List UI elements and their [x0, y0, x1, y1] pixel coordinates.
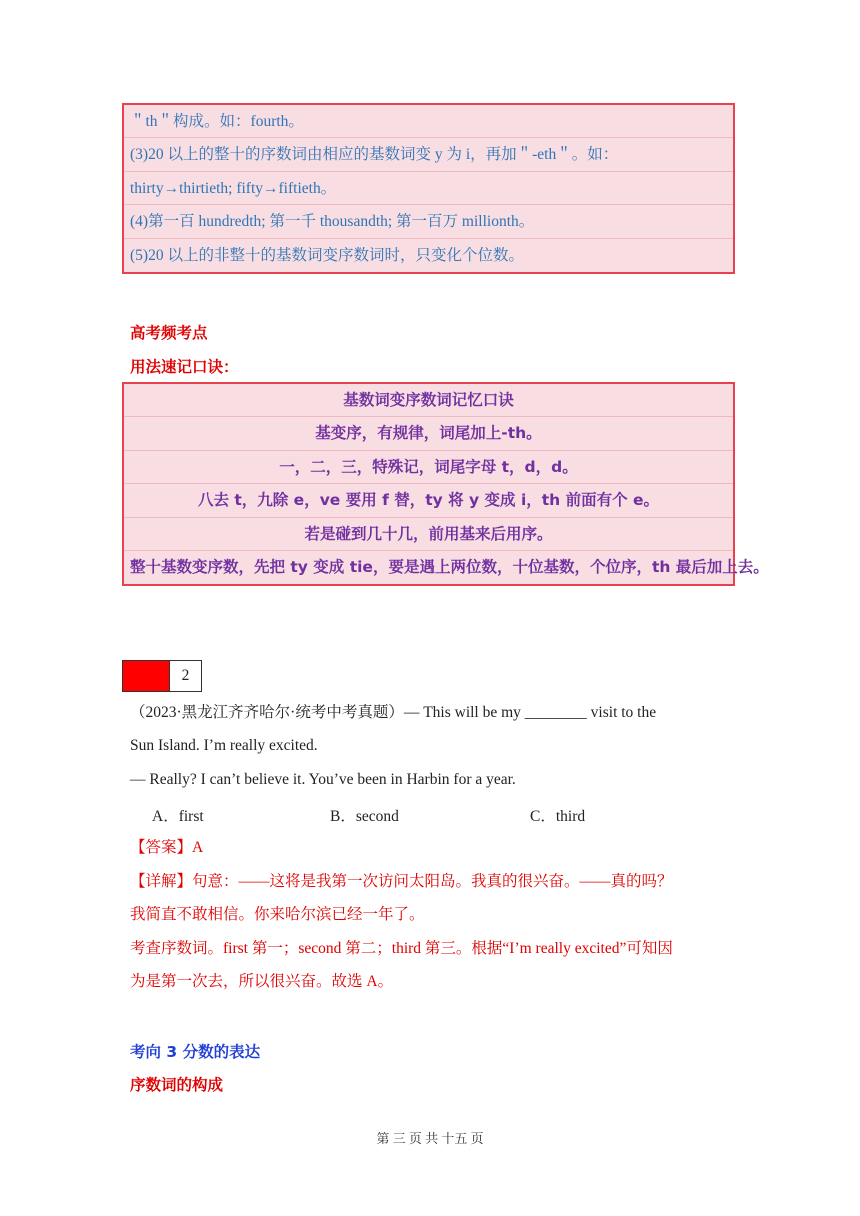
mnemonic-box: [122, 382, 769, 586]
mnemonic-line: 整十基数变序数，先把 ty 变成 tie，要是遇上两位数，十位基数，个位序，th 最后加上去。: [130, 557, 769, 576]
question-line: — Really? I can’t believe it. You’ve been in Harbin for a year.: [130, 771, 516, 788]
mnemonic-title: 基数词变序数词记忆口诀: [124, 384, 733, 417]
question-line: （2023·黑龙江齐齐哈尔·统考中考真题）— This will be my ________ visit to the: [130, 704, 657, 721]
option-c: C．third: [530, 808, 586, 825]
mnemonic-heading: 用法速记口诀：: [130, 358, 239, 376]
mnemonic-line: 八去 t，九除 e，ve 要用 f 替，ty 将 y 变成 i，th 前面有个 e。: [124, 484, 733, 517]
page-footer: 第 三 页 共 十五 页: [376, 1131, 484, 1146]
option-a: A．first: [152, 808, 204, 825]
rule-line: ＂th＂构成。如：fourth。: [124, 105, 733, 138]
gaokao-heading: 高考频考点: [130, 324, 208, 342]
question-line: Sun Island. I’m really excited.: [130, 737, 318, 754]
mnemonic-line: 基变序，有规律，词尾加上-th。: [124, 417, 733, 450]
mnemonic-line: 若是碰到几十几，前用基来后用序。: [124, 518, 733, 551]
option-b: B．second: [330, 808, 399, 825]
detail-line: 我简直不敢相信。你来哈尔滨已经一年了。: [130, 906, 425, 923]
section-subtitle: 序数词的构成: [130, 1076, 224, 1094]
rule-line: (3)20 以上的整十的序数词由相应的基数词变 y 为 i，再加＂-eth＂。如：: [124, 138, 733, 171]
question-number-badge: [122, 660, 202, 692]
detail-line: 【详解】句意：——这将是我第一次访问太阳岛。我真的很兴奋。——真的吗？: [130, 873, 673, 890]
detail-line: 考查序数词。first 第一；second 第二；third 第三。根据“I’m really excited”可知因: [130, 940, 673, 957]
detail-line: 为是第一次去，所以很兴奋。故选 A。: [130, 973, 394, 990]
rule-line: (5)20 以上的非整十的基数词变序数词时，只变化个位数。: [130, 246, 524, 264]
answer: 【答案】A: [130, 839, 204, 856]
section-title: 考向 3 分数的表达: [130, 1043, 261, 1061]
rules-box: [122, 103, 735, 274]
question-number: 2: [170, 660, 202, 692]
question-marker: [122, 660, 170, 692]
rule-line: (4)第一百 hundredth; 第一千 thousandth; 第一百万 millionth。: [124, 205, 733, 238]
rule-line: thirty→thirtieth; fifty→fiftieth。: [124, 172, 733, 205]
mnemonic-line: 一，二，三，特殊记，词尾字母 t，d，d。: [124, 451, 733, 484]
